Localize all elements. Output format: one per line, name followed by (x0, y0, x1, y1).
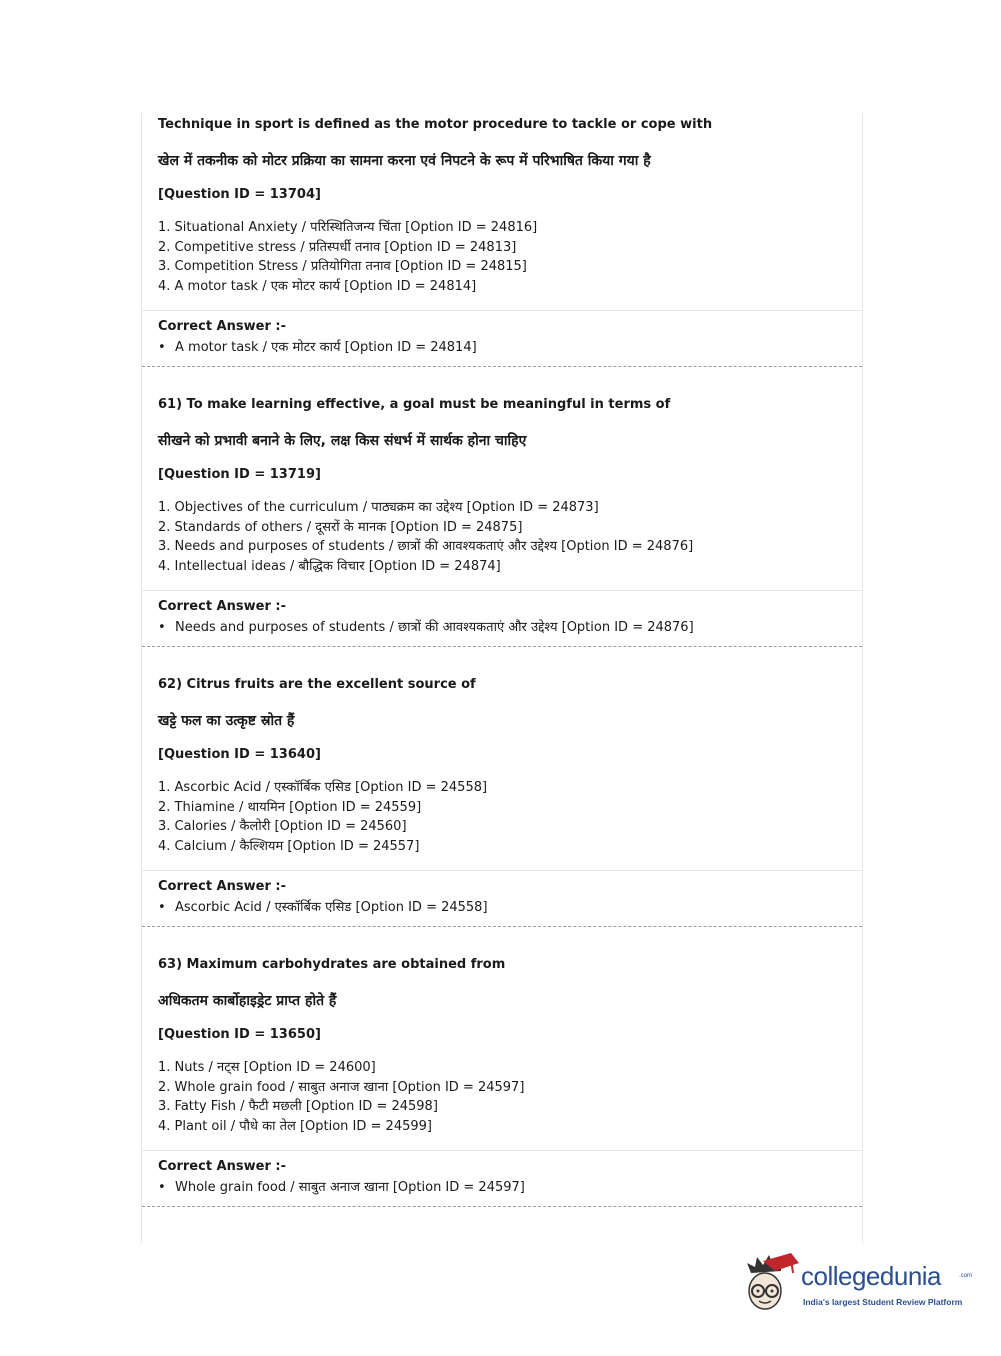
options-list (142, 498, 862, 576)
question-id: [Question ID = 13640] (158, 747, 321, 762)
bullet-icon: • (158, 620, 166, 635)
bullet-icon: • (158, 900, 166, 915)
correct-answer (142, 1177, 862, 1199)
correct-answer-label: Correct Answer :- (158, 599, 286, 614)
question-block (142, 113, 862, 367)
option-item: 1. Nuts / नट्स [Option ID = 24600] (158, 1060, 376, 1075)
answer-divider (142, 310, 862, 311)
question-english: 62) Citrus fruits are the excellent source of (158, 677, 476, 692)
answer-divider (142, 870, 862, 871)
option-item: 3. Calories / कैलोरी [Option ID = 24560] (158, 819, 407, 834)
correct-answer (142, 897, 862, 919)
answer-divider (142, 1150, 862, 1151)
option-item: 3. Needs and purposes of students / छात्रों की आवश्यकताएं और उद्देश्य [Option ID = 24876] (158, 539, 694, 554)
question-hindi: सीखने को प्रभावी बनाने के लिए, लक्ष किस संधर्भ में सार्थक होना चाहिए (158, 433, 527, 449)
option-item: 1. Objectives of the curriculum / पाठ्यक्रम का उद्देश्य [Option ID = 24873] (158, 500, 599, 515)
question-english: 63) Maximum carbohydrates are obtained from (158, 957, 506, 972)
question-english: 61) To make learning effective, a goal must be meaningful in terms of (158, 397, 671, 412)
correct-answer-text: Whole grain food / साबुत अनाज खाना [Option ID = 24597] (175, 1180, 525, 1195)
question-id: [Question ID = 13704] (158, 187, 321, 202)
options-list (142, 1058, 862, 1136)
options-list (142, 218, 862, 296)
option-item: 3. Competition Stress / प्रतियोगिता तनाव [Option ID = 24815] (158, 259, 527, 274)
logo-tagline: India's largest Student Review Platform (803, 1297, 963, 1307)
option-item: 2. Whole grain food / साबुत अनाज खाना [Option ID = 24597] (158, 1079, 525, 1095)
collegedunia-logo[interactable] (741, 1251, 971, 1315)
options-list (142, 778, 862, 856)
question-sheet (141, 113, 863, 1243)
question-id: [Question ID = 13650] (158, 1027, 321, 1042)
option-item: 3. Fatty Fish / फैटी मछली [Option ID = 24598] (158, 1099, 438, 1114)
question-hindi: खेल में तकनीक को मोटर प्रक्रिया का सामना करना एवं निपटने के रूप में परिभाषित किया गया है (158, 153, 651, 169)
option-item: 4. Plant oil / पौधे का तेल [Option ID = 24599] (158, 1118, 432, 1134)
option-item: 1. Ascorbic Acid / एस्कॉर्बिक एसिड [Option ID = 24558] (158, 780, 488, 795)
option-item: 1. Situational Anxiety / परिस्थितिजन्य चिंता [Option ID = 24816] (158, 220, 538, 235)
option-item: 2. Standards of others / दूसरों के मानक [Option ID = 24875] (158, 519, 523, 535)
option-item: 2. Competitive stress / प्रतिस्पर्धी तनाव [Option ID = 24813] (158, 239, 517, 255)
question-block (142, 367, 862, 647)
question-hindi: खट्टे फल का उत्कृष्ट स्रोत हैं (158, 713, 295, 729)
correct-answer (142, 617, 862, 639)
option-item: 2. Thiamine / थायमिन [Option ID = 24559] (158, 799, 422, 815)
correct-answer-label: Correct Answer :- (158, 319, 286, 334)
correct-answer (142, 337, 862, 359)
question-block (142, 927, 862, 1207)
correct-answer-text: A motor task / एक मोटर कार्य [Option ID = 24814] (175, 340, 477, 355)
question-english: Technique in sport is defined as the motor procedure to tackle or cope with (158, 117, 713, 132)
correct-answer-label: Correct Answer :- (158, 1159, 286, 1174)
question-block (142, 647, 862, 927)
logo-suffix: .com (959, 1273, 973, 1279)
option-item: 4. Intellectual ideas / बौद्धिक विचार [Option ID = 24874] (158, 558, 501, 574)
question-id: [Question ID = 13719] (158, 467, 321, 482)
question-hindi: अधिकतम कार्बोहाइड्रेट प्राप्त होते हैं (158, 993, 337, 1009)
correct-answer-text: Needs and purposes of students / छात्रों की आवश्यकताएं और उद्देश्य [Option ID = 24876] (175, 620, 694, 635)
correct-answer-label: Correct Answer :- (158, 879, 286, 894)
logo-wordmark: collegedunia (801, 1261, 942, 1291)
answer-divider (142, 590, 862, 591)
bullet-icon: • (158, 340, 166, 355)
bullet-icon: • (158, 1180, 166, 1195)
option-item: 4. A motor task / एक मोटर कार्य [Option ID = 24814] (158, 278, 477, 294)
option-item: 4. Calcium / कैल्शियम [Option ID = 24557] (158, 838, 420, 854)
question-divider (142, 1206, 862, 1207)
correct-answer-text: Ascorbic Acid / एस्कॉर्बिक एसिड [Option ID = 24558] (175, 900, 488, 915)
mascot-icon (741, 1251, 801, 1315)
